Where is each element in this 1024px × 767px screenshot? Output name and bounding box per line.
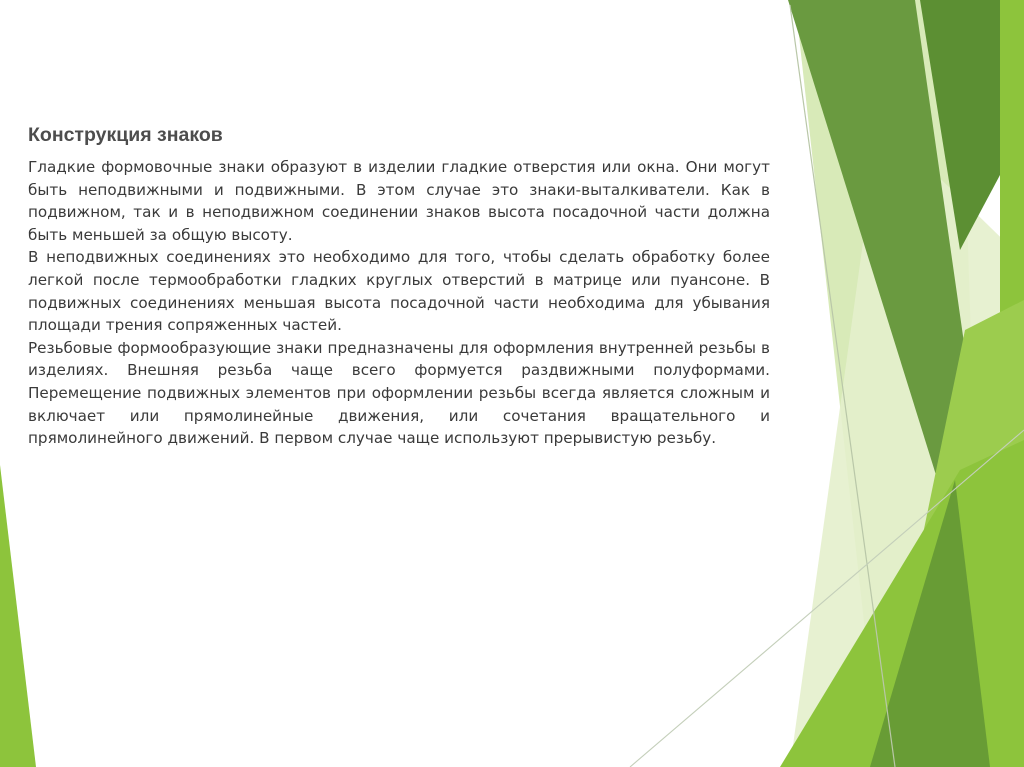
content-area xyxy=(28,121,770,450)
paragraph-fixed-joints: В неподвижных соединениях это необходимо для того, чтобы сделать обработку более легкой после термообработки гладких круглых отверстий в матрице или пуансоне. В подвижных соединениях меньшая высота посадочной части необходима для убывания площади трения сопряженных частей. xyxy=(28,248,770,335)
paragraph-smooth-cores: Гладкие формовочные знаки образуют в изделии гладкие отверстия или окна. Они могут быть неподвижными и подвижными. В этом случае это знаки-выталкиватели. Как в подвижном, так и в неподвижном соединении знаков высота посадочной части должна быть меньшей за общую высоту. xyxy=(28,158,770,244)
slide-title: Конструкция знаков xyxy=(28,124,223,146)
left-green-shape xyxy=(0,465,36,767)
paragraph-threaded-cores: Резьбовые формообразующие знаки предназначены для оформления внутренней резьбы в изделиях. Внешняя резьба чаще всего формуется раздвижными полуформами. Перемещение подвижных элементов при оформлении резьбы всегда является сложным и включает или прямолинейные движения, или сочетания вращательного и прямолинейного движений. В первом случае чаще используют прерывистую резьбу. xyxy=(28,338,770,448)
